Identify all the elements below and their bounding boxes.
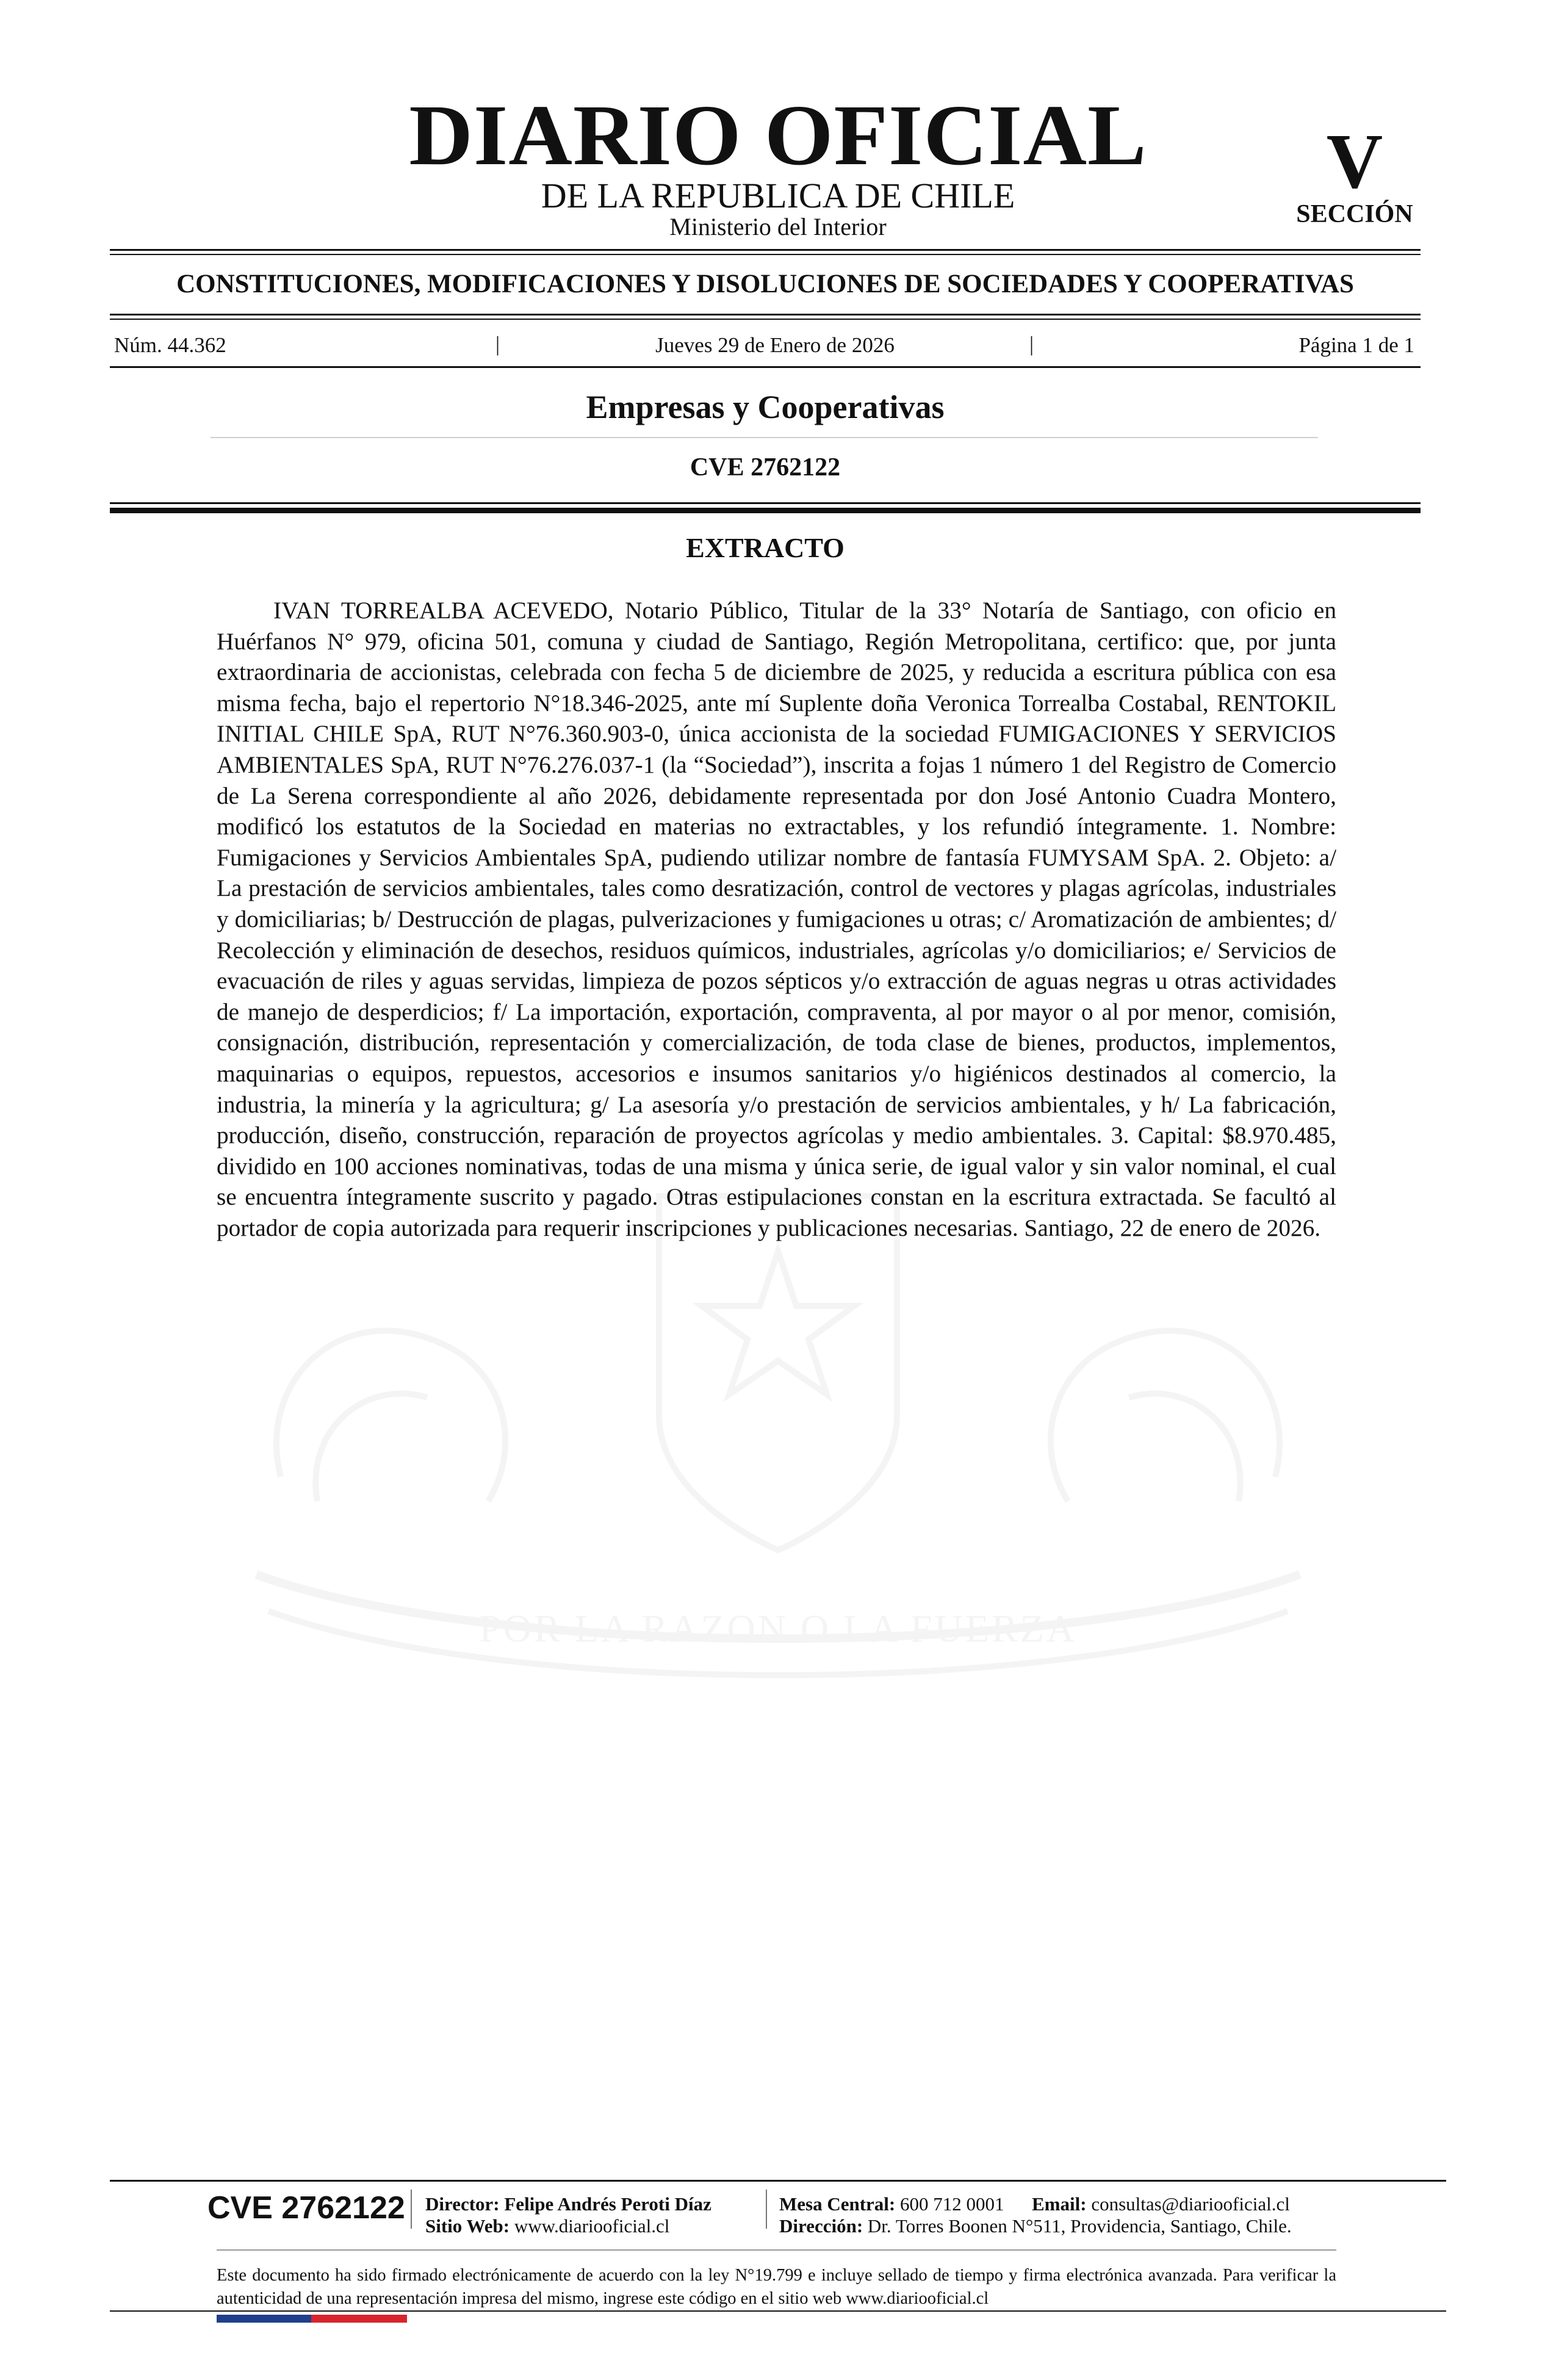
flag-stripe-red	[311, 2315, 407, 2323]
footer-address	[779, 2216, 1292, 2235]
issue-separator: |	[1029, 332, 1034, 356]
extracto-body: IVAN TORREALBA ACEVEDO, Notario Público, Titular de la 33° Notaría de Santiago, con oficio en Huérfanos N° 979, oficina 501, comuna y ciudad de Santiago, Región Metropolitana, certifico: que, por junta extraordinaria de accionistas, celebrada con fecha 5 de diciembre de 2025, y reducida a escritura pública con esa misma fecha, bajo el repertorio N°18.346-2025, ante mí Suplente doña Veronica Torrealba Costabal, RENTOKIL INITIAL CHILE SpA, RUT N°76.360.903-0, única accionista de la sociedad FUMIGACIONES Y SERVICIOS AMBIENTALES SpA, RUT N°76.276.037-1 (la “Sociedad”), inscrita a fojas 1 número 1 del Registro de Comercio de La Serena correspondiente al año 2026, debidamente representada por don José Antonio Cuadra Montero, modificó los estatutos de la Sociedad en materias no extractables, y los refundió íntegramente. 1. Nombre: Fumigaciones y Servicios Ambientales SpA, pudiendo utilizar nombre de fantasía FUMYSAM SpA. 2. Objeto: a/ La prestación de servicios ambientales, tales como desratización, control de vectores y plagas agrícolas, industriales y domiciliarias; b/ Destrucción de plagas, pulverizaciones y fumigaciones u otras; c/ Aromatización de ambientes; d/ Recolección y eliminación de desechos, residuos químicos, industriales, agrícolas y/o domiciliarios; e/ Servicios de evacuación de riles y aguas servidas, limpieza de pozos sépticos y/o extracción de aguas negras u otras actividades de manejo de desperdicios; f/ La importación, exportación, compraventa, al por mayor o al por menor, comisión, consignación, distribución, representación y comercialización, de toda clase de bienes, productos, implementos, maquinarias o equipos, repuestos, accesorios e insumos sanitarios y/o higiénicos destinados al comercio, la industria, la minería y la agricultura; g/ La asesoría y/o prestación de servicios ambientales, y h/ La fabricación, producción, diseño, construcción, reparación de proyectos agrícolas y medio ambientales. 3. Capital: $8.970.485, dividido en 100 acciones nominativas, todas de una misma y única serie, de igual valor y sin valor nominal, el cual se encuentra íntegramente suscrito y pagado. Otras estipulaciones constan en la escritura extractada. Se facultó al portador de copia autorizada para requerir inscripciones y publicaciones necesarias. Santiago, 22 de enero de 2026.	[217, 597, 1336, 1241]
extracto-heading: EXTRACTO	[686, 532, 845, 563]
masthead-divider-top	[110, 249, 1421, 251]
masthead-subtitle: DE LA REPUBLICA DE CHILE	[541, 176, 1015, 215]
footer-director-label: Director:	[425, 2193, 500, 2215]
section-thin-divider	[211, 437, 1318, 438]
category-title: CONSTITUCIONES, MODIFICACIONES Y DISOLUCIONES DE SOCIEDADES Y COOPERATIVAS	[176, 270, 1354, 298]
footer-address-label: Dirección:	[779, 2215, 863, 2237]
footer-director	[425, 2194, 711, 2213]
footer-website	[425, 2216, 669, 2235]
footer-vertical-separator	[766, 2190, 767, 2229]
footer-divider-bottom	[110, 2310, 1446, 2312]
footer-web-link[interactable]: www.diariooficial.cl	[514, 2215, 670, 2237]
footer-phone-label: Mesa Central:	[779, 2193, 896, 2215]
footer-divider-top	[110, 2180, 1446, 2182]
footer-vertical-separator	[411, 2190, 412, 2229]
section-letter: V	[1326, 118, 1383, 204]
section-label: SECCIÓN	[1296, 200, 1413, 228]
issue-page: Página 1 de 1	[1298, 333, 1414, 357]
footer-divider-mid	[217, 2249, 1336, 2251]
issue-number: Núm. 44.362	[114, 333, 226, 357]
issue-divider	[110, 366, 1421, 368]
footer-address-value: Dr. Torres Boonen N°511, Providencia, Santiago, Chile.	[867, 2215, 1292, 2237]
masthead-title: DIARIO OFICIAL	[409, 87, 1147, 183]
category-divider-top	[110, 314, 1421, 316]
masthead-divider-bottom	[110, 254, 1421, 255]
cve-divider-top	[110, 502, 1421, 504]
masthead-ministry: Ministerio del Interior	[669, 213, 887, 240]
category-divider-bottom	[110, 319, 1421, 320]
cve-divider-bottom	[110, 508, 1421, 513]
footer-web-label: Sitio Web:	[425, 2215, 510, 2237]
footer-email-link[interactable]: consultas@diariooficial.cl	[1091, 2193, 1290, 2215]
footer-director-name: Felipe Andrés Peroti Díaz	[504, 2193, 711, 2215]
footer-phone-value: 600 712 0001	[900, 2193, 1004, 2215]
footer-contact	[779, 2194, 1290, 2213]
issue-separator: |	[495, 332, 500, 356]
issue-date: Jueves 29 de Enero de 2026	[655, 333, 895, 357]
footer-cve: CVE 2762122	[207, 2190, 405, 2226]
watermark-motto: POR LA RAZON O LA FUERZA	[479, 1607, 1077, 1650]
document-cve: CVE 2762122	[690, 453, 841, 481]
footer-email-label: Email:	[1032, 2193, 1087, 2215]
flag-stripe-blue	[217, 2315, 311, 2323]
document-section-title: Empresas y Cooperativas	[586, 389, 945, 425]
footer-disclaimer: Este documento ha sido firmado electrónicamente de acuerdo con la ley N°19.799 e incluye sellado de tiempo y firma electrónica avanzada. Para verificar la autenticidad de una representación impresa del mismo, ingrese este código en el sitio web www.diariooficial.cl	[217, 2266, 1336, 2308]
